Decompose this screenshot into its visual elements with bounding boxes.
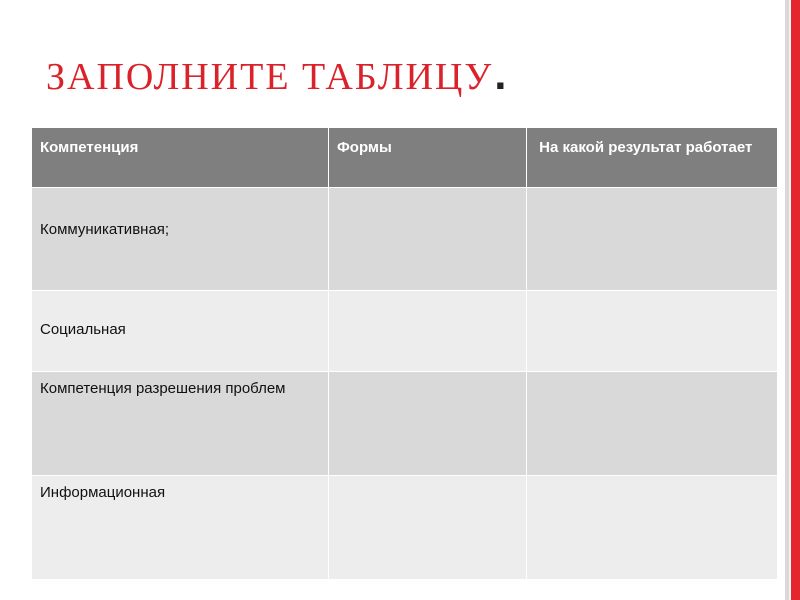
header-cell-competency: Компетенция bbox=[32, 128, 329, 188]
stripe-red bbox=[791, 0, 800, 600]
cell-result[interactable] bbox=[527, 291, 778, 372]
slide-title bbox=[46, 50, 508, 100]
table-row bbox=[32, 291, 778, 372]
cell-result[interactable] bbox=[527, 476, 778, 580]
table-row bbox=[32, 188, 778, 291]
cell-result[interactable] bbox=[527, 372, 778, 476]
header-cell-forms: Формы bbox=[329, 128, 527, 188]
cell-competency[interactable]: Коммуникативная; bbox=[32, 188, 329, 291]
table-header-row bbox=[32, 128, 778, 188]
cell-result[interactable] bbox=[527, 188, 778, 291]
cell-competency[interactable]: Социальная bbox=[32, 291, 329, 372]
cell-forms[interactable] bbox=[329, 291, 527, 372]
cell-forms[interactable] bbox=[329, 188, 527, 291]
header-cell-result-text: На какой результат работает bbox=[539, 139, 753, 156]
cell-forms[interactable] bbox=[329, 476, 527, 580]
decorative-right-stripes bbox=[785, 0, 800, 600]
cell-forms[interactable] bbox=[329, 372, 527, 476]
table-row bbox=[32, 372, 778, 476]
competency-table bbox=[31, 127, 778, 580]
cell-competency[interactable]: Информационная bbox=[32, 476, 329, 580]
slide-title-period: . bbox=[494, 50, 509, 99]
slide-title-text: ЗАПОЛНИТЕ ТАБЛИЦУ bbox=[46, 56, 494, 98]
cell-competency[interactable]: Компетенция разрешения проблем bbox=[32, 372, 329, 476]
table-row bbox=[32, 476, 778, 580]
header-cell-result bbox=[527, 128, 778, 188]
